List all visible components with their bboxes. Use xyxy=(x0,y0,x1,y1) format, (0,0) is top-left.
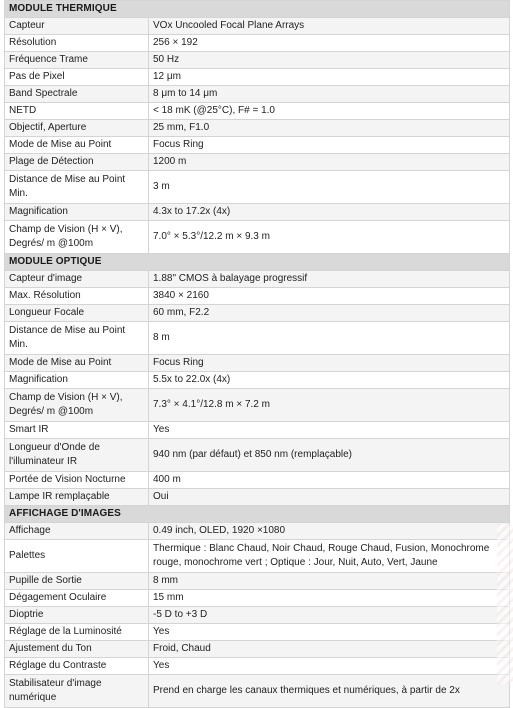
spec-label: Mode de Mise au Point xyxy=(5,355,149,372)
spec-label: Ajustement du Ton xyxy=(5,641,149,658)
spec-value: 7.0° × 5.3°/12.2 m × 9.3 m xyxy=(149,221,510,254)
spec-value: Focus Ring xyxy=(149,355,510,372)
spec-table xyxy=(4,0,510,708)
spec-value: Oui xyxy=(149,489,510,506)
spec-label: Réglage de la Luminosité xyxy=(5,624,149,641)
spec-row xyxy=(5,523,510,540)
spec-label: Lampe IR remplaçable xyxy=(5,489,149,506)
spec-value: Focus Ring xyxy=(149,137,510,154)
spec-value: 940 nm (par défaut) et 850 nm (remplaçable) xyxy=(149,439,510,472)
spec-value: 15 mm xyxy=(149,590,510,607)
spec-label: Objectif, Aperture xyxy=(5,120,149,137)
spec-row xyxy=(5,35,510,52)
spec-value: 25 mm, F1.0 xyxy=(149,120,510,137)
spec-label: Dégagement Oculaire xyxy=(5,590,149,607)
spec-label: Distance de Mise au Point Min. xyxy=(5,322,149,355)
spec-label: Stabilisateur d'image numérique xyxy=(5,675,149,708)
spec-row xyxy=(5,52,510,69)
spec-label: Pas de Pixel xyxy=(5,69,149,86)
spec-row xyxy=(5,154,510,171)
spec-value: 8 m xyxy=(149,322,510,355)
spec-row xyxy=(5,120,510,137)
spec-value: 60 mm, F2.2 xyxy=(149,305,510,322)
spec-label: Fréquence Trame xyxy=(5,52,149,69)
spec-label: Band Spectrale xyxy=(5,86,149,103)
spec-value: 7.3° × 4.1°/12.8 m × 7.2 m xyxy=(149,389,510,422)
spec-label: Capteur xyxy=(5,18,149,35)
spec-row xyxy=(5,607,510,624)
spec-row xyxy=(5,489,510,506)
spec-row xyxy=(5,422,510,439)
spec-label: Affichage xyxy=(5,523,149,540)
spec-value: VOx Uncooled Focal Plane Arrays xyxy=(149,18,510,35)
section-header xyxy=(5,254,510,271)
spec-value: Yes xyxy=(149,422,510,439)
spec-row xyxy=(5,103,510,120)
spec-row xyxy=(5,171,510,204)
spec-value: 1.88" CMOS à balayage progressif xyxy=(149,271,510,288)
spec-row xyxy=(5,372,510,389)
spec-row xyxy=(5,439,510,472)
spec-row xyxy=(5,540,510,573)
section-title: MODULE OPTIQUE xyxy=(5,254,510,271)
spec-row xyxy=(5,472,510,489)
spec-value: Thermique : Blanc Chaud, Noir Chaud, Rouge Chaud, Fusion, Monochrome rouge, monochrome vert ; Optique : Jour, Nuit, Auto, Vert, Jaune xyxy=(149,540,510,573)
spec-value: 8 mm xyxy=(149,573,510,590)
spec-label: Réglage du Contraste xyxy=(5,658,149,675)
section-title: AFFICHAGE D'IMAGES xyxy=(5,506,510,523)
spec-label: Résolution xyxy=(5,35,149,52)
spec-value: 3840 × 2160 xyxy=(149,288,510,305)
spec-value: 400 m xyxy=(149,472,510,489)
spec-row xyxy=(5,137,510,154)
spec-label: Dioptrie xyxy=(5,607,149,624)
spec-row xyxy=(5,675,510,708)
spec-row xyxy=(5,641,510,658)
spec-value: 8 μm to 14 μm xyxy=(149,86,510,103)
spec-value: 256 × 192 xyxy=(149,35,510,52)
spec-label: Smart IR xyxy=(5,422,149,439)
spec-label: NETD xyxy=(5,103,149,120)
spec-label: Palettes xyxy=(5,540,149,573)
spec-label: Max. Résolution xyxy=(5,288,149,305)
spec-row xyxy=(5,18,510,35)
spec-row xyxy=(5,288,510,305)
spec-label: Champ de Vision (H × V), Degrés/ m @100m xyxy=(5,389,149,422)
spec-row xyxy=(5,355,510,372)
spec-value: 12 μm xyxy=(149,69,510,86)
spec-value: 4.3x to 17.2x (4x) xyxy=(149,204,510,221)
spec-label: Portée de Vision Nocturne xyxy=(5,472,149,489)
spec-value: 5.5x to 22.0x (4x) xyxy=(149,372,510,389)
spec-row xyxy=(5,590,510,607)
spec-value: Froid, Chaud xyxy=(149,641,510,658)
spec-value: 50 Hz xyxy=(149,52,510,69)
spec-label: Pupille de Sortie xyxy=(5,573,149,590)
spec-value: 1200 m xyxy=(149,154,510,171)
spec-label: Magnification xyxy=(5,204,149,221)
spec-row xyxy=(5,322,510,355)
spec-value: Yes xyxy=(149,658,510,675)
spec-row xyxy=(5,624,510,641)
spec-label: Champ de Vision (H × V), Degrés/ m @100m xyxy=(5,221,149,254)
spec-row xyxy=(5,86,510,103)
spec-value: 3 m xyxy=(149,171,510,204)
spec-label: Magnification xyxy=(5,372,149,389)
spec-row xyxy=(5,389,510,422)
section-header xyxy=(5,506,510,523)
spec-table-body xyxy=(5,1,510,708)
spec-label: Longueur d'Onde de l'illuminateur IR xyxy=(5,439,149,472)
spec-value: Prend en charge les canaux thermiques et numériques, à partir de 2x xyxy=(149,675,510,708)
spec-label: Capteur d'image xyxy=(5,271,149,288)
spec-row xyxy=(5,221,510,254)
spec-row xyxy=(5,271,510,288)
spec-value: -5 D to +3 D xyxy=(149,607,510,624)
spec-value: Yes xyxy=(149,624,510,641)
spec-row xyxy=(5,305,510,322)
section-header xyxy=(5,1,510,18)
spec-label: Plage de Détection xyxy=(5,154,149,171)
spec-value: < 18 mK (@25°C), F# = 1.0 xyxy=(149,103,510,120)
section-title: MODULE THERMIQUE xyxy=(5,1,510,18)
spec-label: Longueur Focale xyxy=(5,305,149,322)
spec-row xyxy=(5,658,510,675)
spec-label: Distance de Mise au Point Min. xyxy=(5,171,149,204)
spec-label: Mode de Mise au Point xyxy=(5,137,149,154)
spec-row xyxy=(5,69,510,86)
decorative-edge-pattern xyxy=(497,524,513,684)
spec-row xyxy=(5,573,510,590)
spec-row xyxy=(5,204,510,221)
spec-value: 0.49 inch, OLED, 1920 ×1080 xyxy=(149,523,510,540)
